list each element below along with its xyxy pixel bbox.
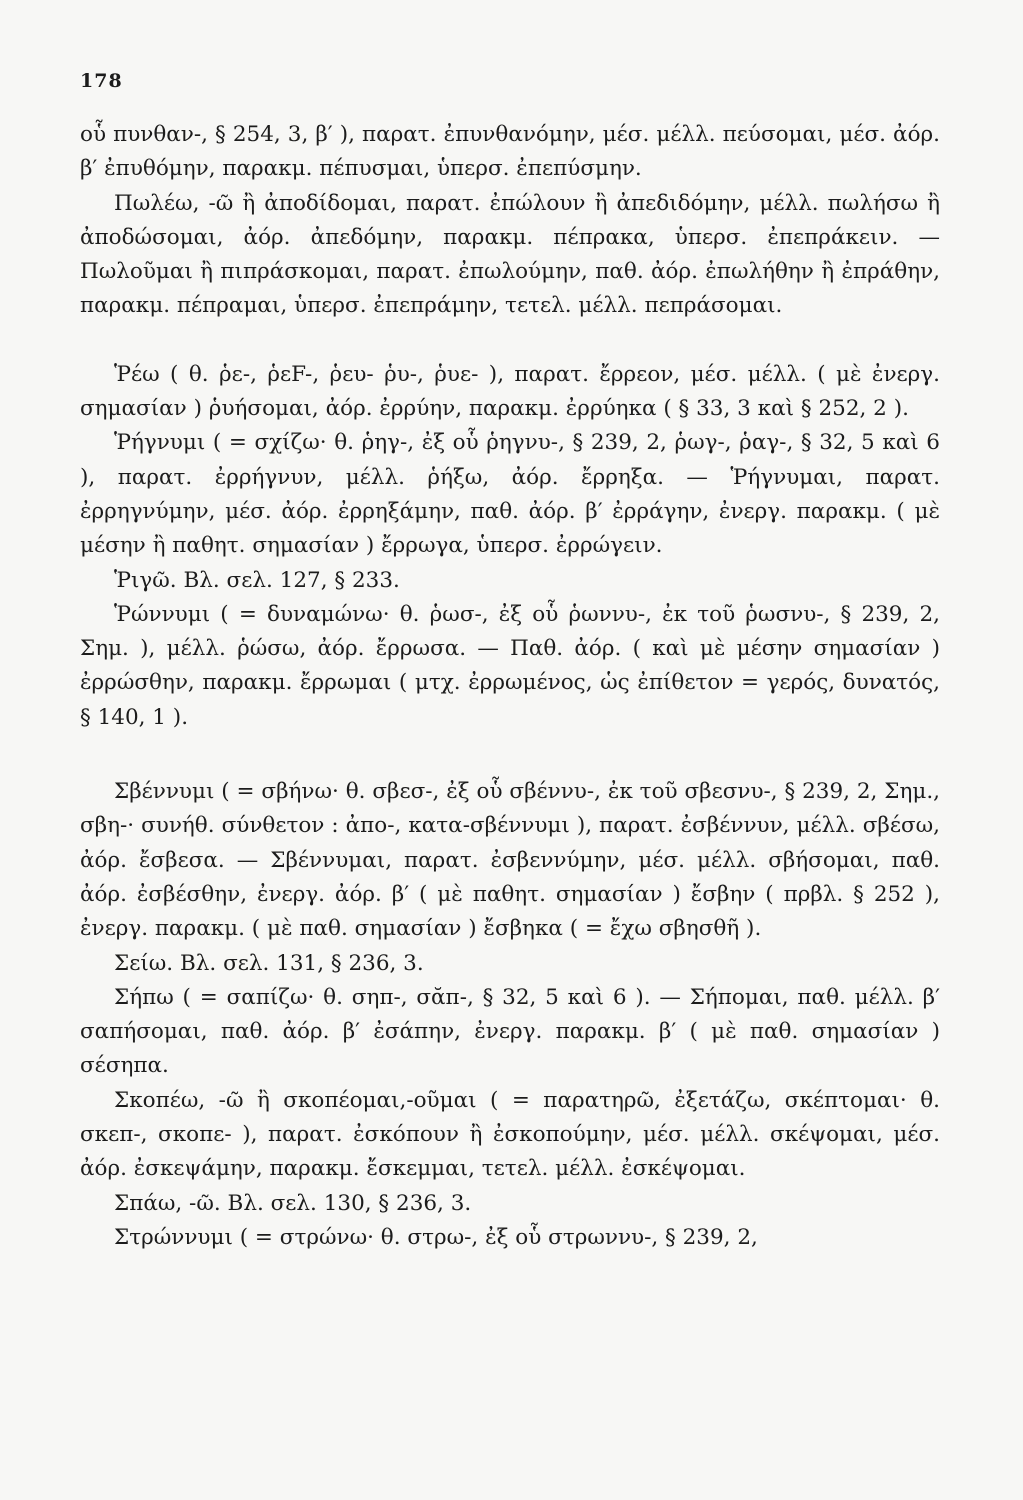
paragraph: οὗ πυνθαν-, § 254, 3, β′ ), παρατ. ἐπυνθανόμην, μέσ. μέλλ. πεύσομαι, μέσ. ἀόρ. β′ ἐπυθόμην, παρακμ. πέπυσμαι, ὑπερσ. ἐπεπύσμην. — [80, 122, 940, 182]
paragraph: Σκοπέω, -ῶ ἢ σκοπέομαι,-οῦμαι ( = παρατηρῶ, ἐξετάζω, σκέπτομαι· θ. σκεπ-, σκοπε- ), παρατ. ἐσκόπουν ἢ ἐσκοπούμην, μέσ. μέλλ. σκέψομαι, μέσ. ἀόρ. ἐσκεψάμην, παρακμ. ἔσκεμμαι, τετελ. μέλλ. ἐσκέψομαι. — [80, 1087, 940, 1182]
section-gap — [80, 324, 940, 358]
paragraph: Σβέννυμι ( = σβήνω· θ. σβεσ-, ἐξ οὗ σβέννυ-, ἐκ τοῦ σβεσνυ-, § 239, 2, Σημ., σβη-· συνήθ. σύνθετον : ἀπο-, κατα-σβέννυμι ), παρατ. ἐσβέννυν, μέλλ. σβέσω, ἀόρ. ἔσβεσα. — Σβέννυμαι, παρατ. ἐσβεννύμην, μέσ. μέλλ. σβήσομαι, παθ. ἀόρ. ἐσβέσθην, ἐνεργ. ἀόρ. β′ ( μὲ παθητ. σημασίαν ) ἔσβην ( πρβλ. § 252 ), ἐνεργ. παρακμ. ( μὲ παθ. σημασίαν ) ἔσβηκα ( = ἔχω σβησθῆ ). — [80, 779, 940, 942]
paragraph: Ῥιγῶ. Βλ. σελ. 127, § 233. — [114, 567, 400, 593]
paragraph: Ῥέω ( θ. ῥε-, ῥεF-, ῥευ- ῥυ-, ῥυε- ), παρατ. ἔρρεον, μέσ. μέλλ. ( μὲ ἐνεργ. σημασίαν ) ῥυήσομαι, ἀόρ. ἐρρύην, παρακμ. ἐρρύηκα ( § 33, 3 καὶ § 252, 2 ). — [80, 361, 940, 422]
page-text — [80, 118, 940, 1255]
entry-sbennymi — [80, 775, 940, 1255]
entry-pynthan-continuation — [80, 118, 940, 324]
paragraph: Στρώννυμι ( = στρώνω· θ. στρω-, ἐξ οὗ στρωννυ-, § 239, 2, — [114, 1224, 758, 1250]
paragraph: Σείω. Βλ. σελ. 131, § 236, 3. — [114, 950, 424, 976]
paragraph: Πωλέω, -ῶ ἢ ἀποδίδομαι, παρατ. ἐπώλουν ἢ ἀπεδιδόμην, μέλλ. πωλήσω ἢ ἀποδώσομαι, ἀόρ. ἀπεδόμην, παρακμ. πέπρακα, ὑπερσ. ἐπεπράκειν. — Πωλοῦμαι ἢ πιπράσκομαι, παρατ. ἐπωλούμην, παθ. ἀόρ. ἐπωλήθην ἢ ἐπράθην, παρακμ. πέπραμαι, ὑπερσ. ἐπεπράμην, τετελ. μέλλ. πεπράσομαι. — [80, 190, 940, 319]
section-gap — [80, 735, 940, 775]
paragraph: Σπάω, -ῶ. Βλ. σελ. 130, § 236, 3. — [114, 1190, 472, 1216]
entry-reo — [80, 358, 940, 735]
paragraph: Σήπω ( = σαπίζω· θ. σηπ-, σᾰπ-, § 32, 5 καὶ 6 ). — Σήπομαι, παθ. μέλλ. β′ σαπήσομαι, παθ. ἀόρ. β′ ἐσάπην, ἐνεργ. παρακμ. β′ ( μὲ παθ. σημασίαν ) σέσηπα. — [80, 984, 940, 1079]
page-number: 178 — [80, 70, 123, 92]
paragraph: Ῥώννυμι ( = δυναμώνω· θ. ῥωσ-, ἐξ οὗ ῥωννυ-, ἐκ τοῦ ῥωσνυ-, § 239, 2, Σημ. ), μέλλ. ῥώσω, ἀόρ. ἔρρωσα. — Παθ. ἀόρ. ( καὶ μὲ μέσην σημασίαν ) ἐρρώσθην, παρακμ. ἔρρωμαι ( μτχ. ἐρρωμένος, ὡς ἐπίθετον = γερός, δυνατός, § 140, 1 ). — [80, 601, 940, 730]
paragraph: Ῥήγνυμι ( = σχίζω· θ. ῥηγ-, ἐξ οὗ ῥηγνυ-, § 239, 2, ῥωγ-, ῥαγ-, § 32, 5 καὶ 6 ), παρατ. ἐρρήγνυν, μέλλ. ῥήξω, ἀόρ. ἔρρηξα. — Ῥήγνυμαι, παρατ. ἐρρηγνύμην, μέσ. ἀόρ. ἐρρηξάμην, παθ. ἀόρ. β′ ἐρράγην, ἐνεργ. παρακμ. ( μὲ μέσην ἢ παθητ. σημασίαν ) ἔρρωγα, ὑπερσ. ἐρρώγειν. — [80, 430, 940, 559]
